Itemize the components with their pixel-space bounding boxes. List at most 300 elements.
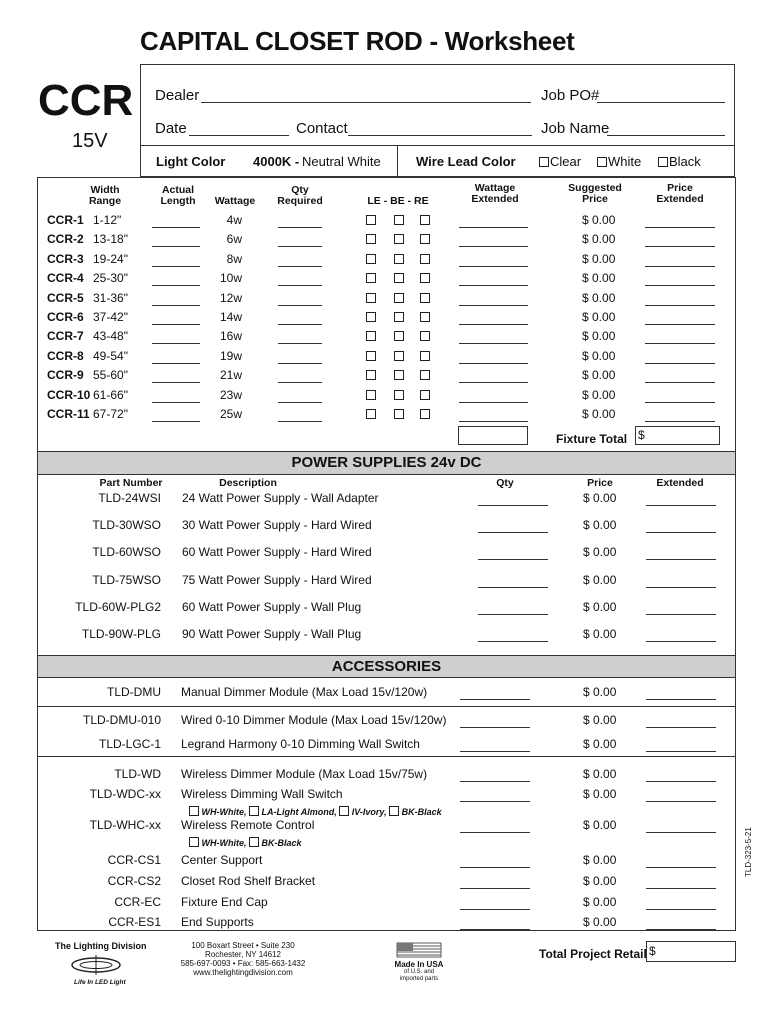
ps-qty-field[interactable]: [478, 559, 548, 560]
rod-code: CCR-6: [47, 310, 84, 324]
price-extended-field[interactable]: [645, 266, 715, 267]
acc-description: End Supports: [181, 915, 254, 929]
made-in-label: Made In USA: [394, 960, 444, 969]
price-extended-field[interactable]: [645, 285, 715, 286]
ps-col-qty: Qty: [496, 477, 514, 489]
price-extended-field[interactable]: [645, 227, 715, 228]
rod-wattage: 16w: [219, 329, 242, 344]
acc-part-number: CCR-CS1: [107, 853, 161, 867]
rod-wattage: 23w: [219, 387, 242, 402]
rod-wattage: 10w: [219, 271, 242, 286]
rod-code: CCR-5: [47, 290, 84, 305]
rod-row: [0, 232, 770, 251]
acc-part-number: TLD-DMU-010: [82, 713, 161, 727]
acc-extended-field[interactable]: [646, 751, 716, 752]
qty-required-field[interactable]: [278, 266, 322, 267]
col-actual-length: Actual Length: [160, 184, 196, 207]
accessory-row: [0, 874, 770, 892]
col-wattage: Wattage: [214, 195, 256, 207]
ps-extended-field[interactable]: [646, 559, 716, 560]
be-checkbox[interactable]: [394, 215, 404, 225]
wattage-total-box[interactable]: [458, 426, 528, 445]
re-checkbox[interactable]: [420, 234, 430, 244]
rod-width-range: 19-24": [93, 251, 128, 266]
rod-price: $ 0.00: [582, 329, 616, 344]
rod-wattage: 21w: [219, 368, 242, 383]
acc-description: Legrand Harmony 0-10 Dimming Wall Switch: [181, 737, 420, 751]
acc-extended-field[interactable]: [646, 727, 716, 728]
rod-code: CCR-11: [47, 407, 90, 421]
wattage-extended-field[interactable]: [459, 324, 528, 325]
actual-length-field[interactable]: [152, 246, 200, 247]
rod-wattage: 25w: [219, 407, 242, 421]
acc-qty-field[interactable]: [460, 727, 530, 728]
ps-price: $ 0.00: [583, 545, 617, 560]
logo-tagline: Life In LED Light: [74, 979, 126, 986]
col-width-range: Width Range: [88, 184, 122, 207]
whc-wh-checkbox[interactable]: [189, 837, 199, 847]
acc-extended-field[interactable]: [646, 888, 716, 889]
acc-description: Wireless Dimming Wall Switch: [181, 787, 343, 801]
wattage-extended-field[interactable]: [459, 363, 528, 364]
qty-required-field[interactable]: [278, 343, 322, 344]
wattage-extended-field[interactable]: [459, 227, 528, 228]
power-supply-row: [0, 573, 770, 593]
le-checkbox[interactable]: [366, 351, 376, 361]
wire-black-checkbox[interactable]: [658, 157, 668, 167]
acc-part-number: TLD-DMU: [107, 685, 161, 699]
ps-qty-field[interactable]: [478, 587, 548, 588]
wdc-la-checkbox[interactable]: [249, 806, 259, 816]
acc-price: $ 0.00: [583, 713, 617, 727]
acc-price: $ 0.00: [583, 737, 617, 751]
qty-required-field[interactable]: [278, 363, 322, 364]
whc-color-options: [189, 836, 302, 848]
acc-divider-1: [38, 706, 735, 707]
wattage-extended-field[interactable]: [459, 305, 528, 306]
acc-extended-field[interactable]: [646, 867, 716, 868]
le-checkbox[interactable]: [366, 254, 376, 264]
accessory-row: [0, 767, 770, 785]
be-checkbox[interactable]: [394, 370, 404, 380]
rod-width-range: 49-54": [93, 348, 128, 363]
ps-part-number: TLD-60W-PLG2: [75, 599, 161, 614]
ps-part-number: TLD-24WSI: [98, 491, 161, 505]
price-extended-field[interactable]: [645, 343, 715, 344]
price-extended-field[interactable]: [645, 421, 715, 422]
wdc-iv-label: IV-Ivory,: [351, 807, 387, 817]
acc-qty-field[interactable]: [460, 867, 530, 868]
rod-width-range: 67-72": [93, 407, 128, 421]
accessory-row: [0, 713, 770, 731]
accessory-row: [0, 853, 770, 871]
rod-row: [0, 368, 770, 387]
ps-price: $ 0.00: [583, 572, 617, 587]
wattage-extended-field[interactable]: [459, 402, 528, 403]
fixture-total-label: Fixture Total: [556, 432, 628, 446]
actual-length-field[interactable]: [152, 324, 200, 325]
rod-code: CCR-4: [47, 271, 84, 286]
wire-clear-checkbox[interactable]: [539, 157, 549, 167]
power-supply-row: [0, 518, 770, 538]
accessory-row: [0, 685, 770, 703]
light-color-bold: 4000K -: [253, 154, 300, 169]
acc-extended-field[interactable]: [646, 832, 716, 833]
price-extended-field[interactable]: [645, 305, 715, 306]
acc-qty-field[interactable]: [460, 781, 530, 782]
qty-required-field[interactable]: [278, 421, 322, 422]
rod-row: [0, 329, 770, 348]
ps-qty-field[interactable]: [478, 505, 548, 506]
actual-length-field[interactable]: [152, 421, 200, 422]
job-po-field[interactable]: [597, 102, 725, 103]
accessory-row: [0, 895, 770, 913]
acc-part-number: TLD-WDC-xx: [89, 787, 161, 801]
le-checkbox[interactable]: [366, 390, 376, 400]
ps-qty-field[interactable]: [478, 641, 548, 642]
le-checkbox[interactable]: [366, 273, 376, 283]
actual-length-field[interactable]: [152, 402, 200, 403]
document-code: TLD-323-5-21: [744, 827, 753, 877]
be-checkbox[interactable]: [394, 331, 404, 341]
made-in-sub-1: of U.S. and: [403, 969, 435, 975]
be-checkbox[interactable]: [394, 312, 404, 322]
total-retail-label: Total Project Retail: [539, 947, 647, 961]
power-supplies-heading: POWER SUPPLIES 24v DC: [38, 451, 735, 475]
contact-label: Contact: [296, 120, 348, 137]
col-le-be-re: LE - BE - RE: [367, 195, 429, 207]
power-supply-row: [0, 627, 770, 647]
ps-description: 60 Watt Power Supply - Wall Plug: [182, 599, 362, 614]
acc-price: $ 0.00: [583, 818, 617, 832]
acc-price: $ 0.00: [583, 685, 617, 699]
acc-part-number: CCR-CS2: [107, 874, 161, 888]
acc-extended-field[interactable]: [646, 929, 716, 930]
wire-clear-label: Clear: [550, 154, 582, 169]
le-checkbox[interactable]: [366, 234, 376, 244]
actual-length-field[interactable]: [152, 266, 200, 267]
acc-extended-field[interactable]: [646, 699, 716, 700]
accessories-heading: ACCESSORIES: [38, 655, 735, 678]
price-extended-field[interactable]: [645, 324, 715, 325]
rod-row: [0, 349, 770, 368]
address-line-1: 100 Boxart Street • Suite 230: [191, 941, 295, 950]
be-checkbox[interactable]: [394, 273, 404, 283]
wdc-la-label: LA-Light Almond,: [261, 807, 337, 817]
rod-code: CCR-9: [47, 368, 84, 383]
rod-row: [0, 291, 770, 310]
power-supply-row: [0, 600, 770, 620]
le-checkbox[interactable]: [366, 331, 376, 341]
ps-col-desc: Description: [219, 477, 277, 489]
rod-row: [0, 388, 770, 407]
ps-price: $ 0.00: [583, 599, 617, 614]
actual-length-field[interactable]: [152, 305, 200, 306]
dealer-field[interactable]: [201, 102, 531, 103]
be-checkbox[interactable]: [394, 409, 404, 419]
qty-required-field[interactable]: [278, 382, 322, 383]
rod-price: $ 0.00: [582, 232, 616, 247]
qty-required-field[interactable]: [278, 227, 322, 228]
ps-part-number: TLD-75WSO: [92, 572, 161, 587]
contact-field[interactable]: [348, 135, 532, 136]
acc-description: Fixture End Cap: [181, 895, 268, 909]
rod-width-range: 43-48": [93, 329, 128, 344]
acc-description: Wired 0-10 Dimmer Module (Max Load 15v/120w): [181, 713, 447, 727]
rod-width-range: 25-30": [93, 271, 128, 286]
acc-extended-field[interactable]: [646, 909, 716, 910]
le-checkbox[interactable]: [366, 409, 376, 419]
actual-length-field[interactable]: [152, 285, 200, 286]
be-checkbox[interactable]: [394, 351, 404, 361]
be-checkbox[interactable]: [394, 234, 404, 244]
price-extended-field[interactable]: [645, 382, 715, 383]
re-checkbox[interactable]: [420, 409, 430, 419]
be-checkbox[interactable]: [394, 254, 404, 264]
ps-col-extended: Extended: [656, 477, 704, 489]
accessory-row: [0, 787, 770, 805]
total-retail-field[interactable]: $: [646, 941, 736, 962]
price-extended-field[interactable]: [645, 246, 715, 247]
actual-length-field[interactable]: [152, 343, 200, 344]
acc-extended-field[interactable]: [646, 801, 716, 802]
re-checkbox[interactable]: [420, 390, 430, 400]
rod-price: $ 0.00: [582, 290, 616, 305]
acc-qty-field[interactable]: [460, 929, 530, 930]
col-suggested-price: Suggested Price: [568, 182, 622, 205]
acc-part-number: CCR-ES1: [108, 915, 161, 929]
re-checkbox[interactable]: [420, 215, 430, 225]
acc-qty-field[interactable]: [460, 699, 530, 700]
rod-price: $ 0.00: [582, 213, 616, 227]
address-line-4[interactable]: www.thelightingdivision.com: [193, 968, 293, 977]
address-line-2: Rochester, NY 14612: [205, 950, 281, 959]
rod-code: CCR-7: [47, 329, 84, 344]
qty-required-field[interactable]: [278, 305, 322, 306]
acc-description: Closet Rod Shelf Bracket: [181, 874, 316, 888]
ps-col-price: Price: [587, 477, 613, 489]
wattage-extended-field[interactable]: [459, 382, 528, 383]
whc-bk-label: BK-Black: [261, 838, 302, 848]
wdc-color-options: [189, 805, 442, 817]
ps-price: $ 0.00: [583, 491, 617, 505]
company-address: [178, 941, 308, 977]
be-checkbox[interactable]: [394, 293, 404, 303]
actual-length-field[interactable]: [152, 382, 200, 383]
re-checkbox[interactable]: [420, 370, 430, 380]
acc-price: $ 0.00: [583, 853, 617, 867]
rod-width-range: 61-66": [93, 387, 128, 402]
col-wattage-extended: Wattage Extended: [471, 182, 519, 205]
rod-wattage: 8w: [226, 251, 242, 266]
wdc-wh-checkbox[interactable]: [189, 806, 199, 816]
rod-price: $ 0.00: [582, 310, 616, 324]
lighting-division-logo: [70, 953, 122, 977]
ps-extended-field[interactable]: [646, 641, 716, 642]
rod-row: [0, 271, 770, 290]
job-name-label: Job Name: [541, 120, 610, 137]
acc-extended-field[interactable]: [646, 781, 716, 782]
rod-wattage: 19w: [219, 348, 242, 363]
acc-description: Center Support: [181, 853, 263, 867]
header-form: [140, 64, 735, 177]
acc-price: $ 0.00: [583, 874, 617, 888]
re-checkbox[interactable]: [420, 331, 430, 341]
page-title: CAPITAL CLOSET ROD - Worksheet: [140, 26, 575, 56]
wire-white-label: White: [608, 154, 642, 169]
ps-col-part: Part Number: [99, 477, 163, 489]
re-checkbox[interactable]: [420, 351, 430, 361]
acc-part-number: TLD-WD: [114, 767, 161, 781]
col-qty-required: Qty Required: [277, 184, 323, 207]
job-name-field[interactable]: [607, 135, 725, 136]
ps-qty-field[interactable]: [478, 532, 548, 533]
qty-required-field[interactable]: [278, 246, 322, 247]
ps-price: $ 0.00: [583, 627, 617, 641]
made-in-sub-2: imported parts: [399, 976, 439, 982]
wattage-extended-field[interactable]: [459, 266, 528, 267]
wdc-wh-label: WH-White,: [201, 807, 247, 817]
acc-part-number: CCR-EC: [114, 895, 161, 909]
ps-description: 75 Watt Power Supply - Hard Wired: [182, 572, 372, 587]
re-checkbox[interactable]: [420, 254, 430, 264]
acc-qty-field[interactable]: [460, 751, 530, 752]
ps-extended-field[interactable]: [646, 505, 716, 506]
wattage-extended-field[interactable]: [459, 246, 528, 247]
rod-wattage: 12w: [219, 290, 242, 305]
acc-description: Manual Dimmer Module (Max Load 15v/120w): [181, 685, 428, 699]
re-checkbox[interactable]: [420, 312, 430, 322]
power-supply-row: [0, 491, 770, 511]
ps-extended-field[interactable]: [646, 587, 716, 588]
made-in-sub: [385, 969, 453, 983]
acc-description: Wireless Remote Control: [181, 818, 315, 832]
rod-price: $ 0.00: [582, 387, 616, 402]
acc-description: Wireless Dimmer Module (Max Load 15v/75w): [181, 767, 428, 781]
date-field[interactable]: [189, 135, 289, 136]
rod-row: [0, 213, 770, 232]
wire-white-checkbox[interactable]: [597, 157, 607, 167]
rod-code: CCR-10: [47, 387, 91, 402]
qty-required-field[interactable]: [278, 402, 322, 403]
rod-wattage: 6w: [226, 232, 242, 247]
rod-width-range: 1-12": [93, 213, 122, 227]
acc-divider-2: [38, 756, 735, 757]
price-extended-field[interactable]: [645, 363, 715, 364]
usa-flag-icon: [395, 941, 443, 959]
wattage-extended-field[interactable]: [459, 343, 528, 344]
light-color-label: Light Color: [156, 154, 226, 169]
ps-part-number: TLD-60WSO: [92, 545, 161, 560]
acc-price: $ 0.00: [583, 915, 617, 929]
price-extended-field[interactable]: [645, 402, 715, 403]
ps-description: 60 Watt Power Supply - Hard Wired: [182, 545, 372, 560]
acc-part-number: TLD-WHC-xx: [89, 818, 161, 832]
whc-bk-checkbox[interactable]: [249, 837, 259, 847]
le-checkbox[interactable]: [366, 370, 376, 380]
ps-part-number: TLD-90W-PLG: [81, 627, 161, 641]
power-supply-row: [0, 545, 770, 565]
wattage-extended-field[interactable]: [459, 285, 528, 286]
ps-price: $ 0.00: [583, 518, 617, 533]
whc-wh-label: WH-White,: [201, 838, 247, 848]
rod-width-range: 13-18": [93, 232, 128, 247]
wire-black-label: Black: [669, 154, 701, 169]
rod-price: $ 0.00: [582, 251, 616, 266]
rod-code: CCR-3: [47, 251, 84, 266]
ps-qty-field[interactable]: [478, 614, 548, 615]
re-checkbox[interactable]: [420, 293, 430, 303]
col-price-extended: Price Extended: [656, 182, 704, 205]
rod-price: $ 0.00: [582, 368, 616, 383]
ps-extended-field[interactable]: [646, 614, 716, 615]
wire-lead-label: Wire Lead Color: [416, 154, 516, 169]
accessory-row: [0, 818, 770, 836]
fixture-total-field[interactable]: $: [635, 426, 720, 445]
logo-top-text: The Lighting Division: [55, 941, 147, 951]
rod-row: [0, 407, 770, 426]
rod-width-range: 37-42": [93, 310, 128, 324]
qty-required-field[interactable]: [278, 285, 322, 286]
ps-extended-field[interactable]: [646, 532, 716, 533]
acc-qty-field[interactable]: [460, 832, 530, 833]
rod-wattage: 4w: [226, 213, 242, 227]
ps-description: 30 Watt Power Supply - Hard Wired: [182, 518, 372, 533]
le-checkbox[interactable]: [366, 312, 376, 322]
acc-qty-field[interactable]: [460, 909, 530, 910]
rod-code: CCR-2: [47, 232, 84, 247]
le-checkbox[interactable]: [366, 293, 376, 303]
dealer-label: Dealer: [155, 87, 200, 104]
rod-wattage: 14w: [219, 310, 242, 324]
qty-required-field[interactable]: [278, 324, 322, 325]
rod-price: $ 0.00: [582, 407, 616, 421]
ps-part-number: TLD-30WSO: [92, 518, 161, 533]
be-checkbox[interactable]: [394, 390, 404, 400]
accessory-row: [0, 915, 770, 933]
rod-row: [0, 252, 770, 271]
date-label: Date: [155, 120, 187, 137]
address-line-3: 585-697-0093 • Fax: 585-663-1432: [180, 959, 306, 968]
ps-description: 24 Watt Power Supply - Wall Adapter: [182, 491, 379, 505]
rod-width-range: 31-36": [93, 290, 128, 305]
acc-price: $ 0.00: [583, 895, 617, 909]
actual-length-field[interactable]: [152, 363, 200, 364]
rod-code: CCR-8: [47, 348, 84, 363]
acc-qty-field[interactable]: [460, 888, 530, 889]
job-po-label: Job PO#: [541, 87, 600, 104]
accessory-row: [0, 737, 770, 755]
actual-length-field[interactable]: [152, 227, 200, 228]
ps-description: 90 Watt Power Supply - Wall Plug: [182, 627, 362, 641]
rod-width-range: 55-60": [93, 368, 128, 383]
rod-price: $ 0.00: [582, 271, 616, 286]
brand-voltage: 15V: [72, 130, 108, 152]
rod-code: CCR-1: [47, 213, 84, 227]
le-checkbox[interactable]: [366, 215, 376, 225]
brand-code: CCR: [38, 76, 134, 125]
wattage-extended-field[interactable]: [459, 421, 528, 422]
wdc-bk-label: BK-Black: [401, 807, 442, 817]
wdc-iv-checkbox[interactable]: [339, 806, 349, 816]
acc-qty-field[interactable]: [460, 801, 530, 802]
acc-price: $ 0.00: [583, 767, 617, 781]
wdc-bk-checkbox[interactable]: [389, 806, 399, 816]
re-checkbox[interactable]: [420, 273, 430, 283]
acc-price: $ 0.00: [583, 787, 617, 801]
acc-part-number: TLD-LGC-1: [98, 737, 161, 751]
rod-price: $ 0.00: [582, 348, 616, 363]
